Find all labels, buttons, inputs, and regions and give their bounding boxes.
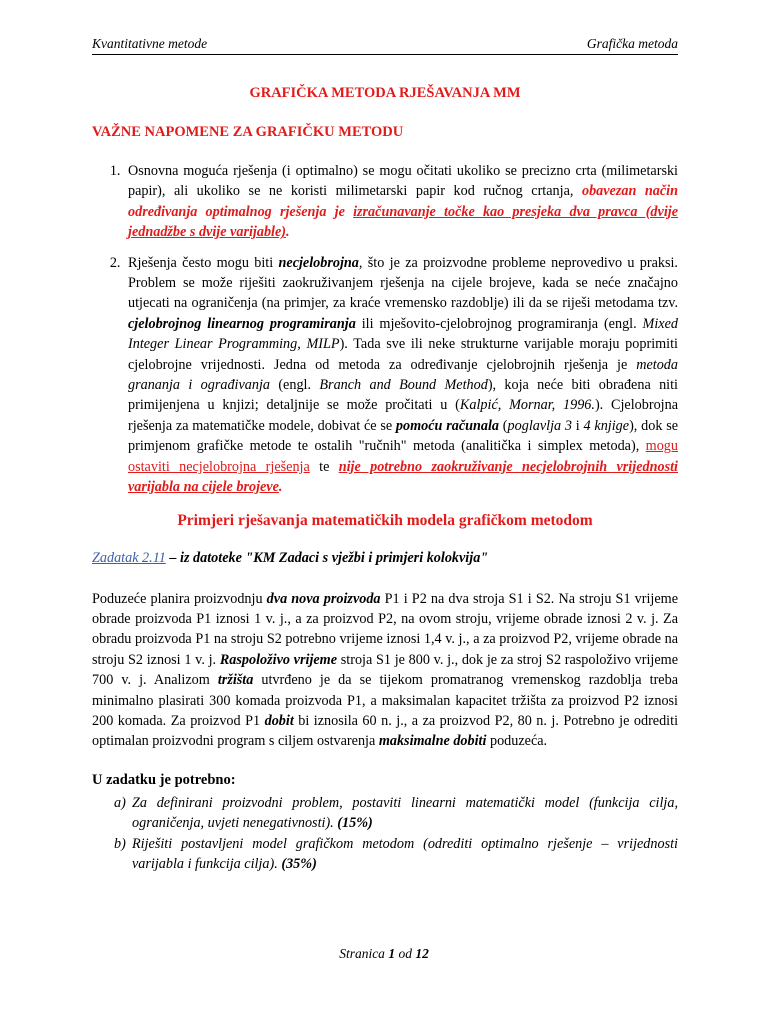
requirement-b: b) Riješiti postavljeni model grafičkom metodom (odrediti optimalno rješenje – vrijednosti varijabla i funkcija cilja). (35%)	[114, 835, 678, 872]
note-2: 2. Rješenja često mogu biti necjelobrojna, što je za proizvodne probleme neprovedivo u praksi. Problem se može riješiti zaokruživanjem rješenja na cijele brojeve, kada se neće značajno utjecati na ograničenja (na primjer, za kraće vremensko razdoblje) ili da se riješi metodama tzv. cjelobrojnog linearnog programiranja ili mješovito-cjelobrojnog programiranja (engl. Mixed Integer Linear Programming, MILP). Tada sve ili neke strukturne varijable moraju poprimiti cjelobrojne vrijednosti. Jedna od metoda za određivanje cjelobrojnih rješenja je metoda grananja i ograđivanja (engl. Branch and Bound Method), koja neće biti obrađena niti primijenjena u knjizi; detaljnije se može pročitati u (Kalpić, Mornar, 1996.). Cjelobrojna rješenja za matematičke modele, dobivat će se pomoću računala (poglavlja 3 i 4 knjige), dok se primjenom grafičke metode te ostalih "ručnih" metoda (analitička i simplex metoda), mogu ostaviti necjelobrojna rješenja te nije potrebno zaokruživanje necjelobrojnih vrijednosti varijabla na cijele brojeve.	[124, 253, 678, 498]
total-pages: 12	[415, 946, 429, 961]
task-line	[92, 550, 678, 567]
requirements-heading: U zadatku je potrebno:	[92, 771, 236, 788]
note-1: 1. Osnovna moguća rješenja (i optimalno) se mogu očitati ukoliko se precizno crta (milimetarski papir), ali ukoliko se ne koristi milimetarski papir kod ručnog crtanja, obavezan način određivanja optimalnog rješenja je izračunavanje točke kao presjeka dva pravca (dvije jednadžbe s dvije varijable).	[124, 161, 678, 243]
task-link[interactable]: Zadatak 2.11	[92, 549, 166, 566]
requirements-list	[92, 793, 678, 875]
document-title: GRAFIČKA METODA RJEŠAVANJA MM	[249, 85, 521, 101]
header-left: Kvantitativne metode	[92, 36, 208, 51]
problem-text: Poduzeće planira proizvodnju dva nova proizvoda P1 i P2 na dva stroja S1 i S2. Na stroju S1 vrijeme obrade proizvoda P1 iznosi 1 v. j., a za proizvod P2, na ovom stroju, vrijeme obrade iznosi 2 v. j. Za obradu proizvoda P1 na stroju S2 potrebno vrijeme iznosi 1,4 v. j., a za proizvod P2, vrijeme obrade na stroju S2 iznosi 1 v. j. Raspoloživo vrijeme stroja S1 je 800 v. j., dok je za stroj S2 raspoloživo vrijeme 700 v. j. Analizom tržišta utvrđeno je da se tijekom promatranog vremenskog razdoblja treba minimalno plasirati 300 komada proizvoda P1, a maksimalan kapacitet tržišta za proizvod P2 iznosi 200 komada. Za proizvod P1 dobit bi iznosila 60 n. j., a za proizvod P2, 80 n. j. Potrebno je odrediti optimalan proizvodni program s ciljem ostvarenja maksimalne dobiti poduzeća.	[92, 590, 679, 750]
notes-heading: VAŽNE NAPOMENE ZA GRAFIČKU METODU	[92, 124, 404, 140]
header-right: Grafička metoda	[586, 36, 678, 51]
page-content	[92, 36, 678, 874]
requirement-a: a) Za definirani proizvodni problem, postaviti linearni matematički model (funkcija cilja, ograničenja, uvjeti nenegativnosti). (15%)	[114, 794, 678, 832]
examples-heading: Primjeri rješavanja matematičkih modela grafičkom metodom	[177, 511, 593, 529]
current-page: 1	[388, 946, 396, 961]
page-header	[92, 36, 678, 55]
notes-list	[92, 161, 678, 498]
page-footer: Stranica 1 od 12	[339, 946, 429, 961]
task-source: – iz datoteke "KM Zadaci s vježbi i primjeri kolokvija"	[165, 549, 489, 566]
